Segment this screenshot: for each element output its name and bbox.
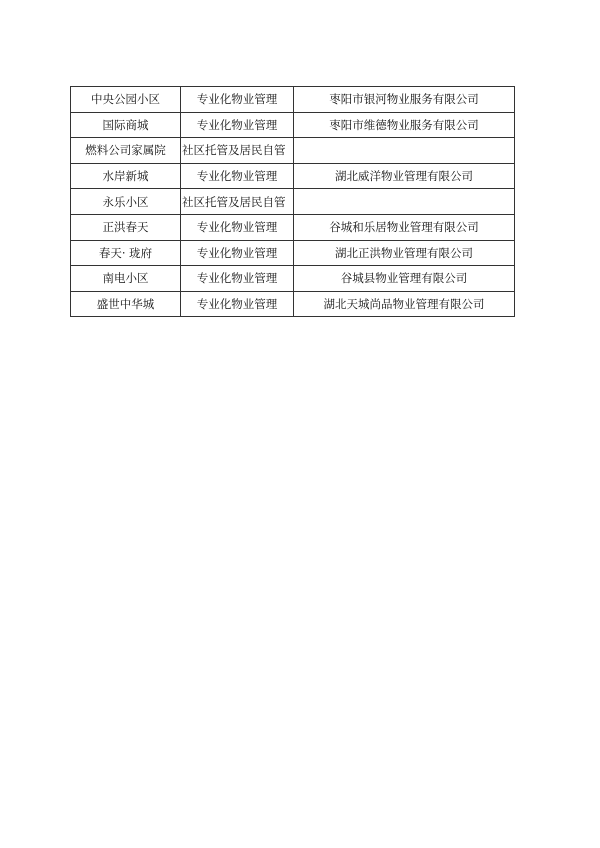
- table-row: [71, 266, 515, 292]
- property-company-cell: 湖北威洋物业管理有限公司: [294, 163, 515, 189]
- table-row: [71, 214, 515, 240]
- community-name-cell: 水岸新城: [71, 163, 181, 189]
- management-type-cell: 专业化物业管理: [181, 291, 294, 317]
- table-row: [71, 189, 515, 215]
- management-type-cell: 专业化物业管理: [181, 214, 294, 240]
- property-company-cell: 湖北天城尚品物业管理有限公司: [294, 291, 515, 317]
- management-type-cell: 专业化物业管理: [181, 266, 294, 292]
- management-type-cell: 社区托管及居民自管: [181, 138, 294, 164]
- property-management-table: [70, 86, 515, 317]
- property-company-cell: 湖北正洪物业管理有限公司: [294, 240, 515, 266]
- community-name-cell: 正洪春天: [71, 214, 181, 240]
- table-row: [71, 112, 515, 138]
- table-row: [71, 138, 515, 164]
- property-company-cell: [294, 138, 515, 164]
- community-name-cell: 永乐小区: [71, 189, 181, 215]
- table-row: [71, 291, 515, 317]
- management-type-cell: 专业化物业管理: [181, 87, 294, 113]
- community-name-cell: 南电小区: [71, 266, 181, 292]
- property-company-cell: 枣阳市维德物业服务有限公司: [294, 112, 515, 138]
- table-row: [71, 163, 515, 189]
- community-name-cell: 盛世中华城: [71, 291, 181, 317]
- table-row: [71, 87, 515, 113]
- community-name-cell: 国际商城: [71, 112, 181, 138]
- community-name-cell: 中央公园小区: [71, 87, 181, 113]
- community-name-cell: 春天· 珑府: [71, 240, 181, 266]
- property-company-cell: 枣阳市银河物业服务有限公司: [294, 87, 515, 113]
- management-type-cell: 社区托管及居民自管: [181, 189, 294, 215]
- management-type-cell: 专业化物业管理: [181, 163, 294, 189]
- management-type-cell: 专业化物业管理: [181, 240, 294, 266]
- property-company-cell: 谷城县物业管理有限公司: [294, 266, 515, 292]
- property-company-cell: [294, 189, 515, 215]
- management-type-cell: 专业化物业管理: [181, 112, 294, 138]
- table-row: [71, 240, 515, 266]
- community-name-cell: 燃料公司家属院: [71, 138, 181, 164]
- property-company-cell: 谷城和乐居物业管理有限公司: [294, 214, 515, 240]
